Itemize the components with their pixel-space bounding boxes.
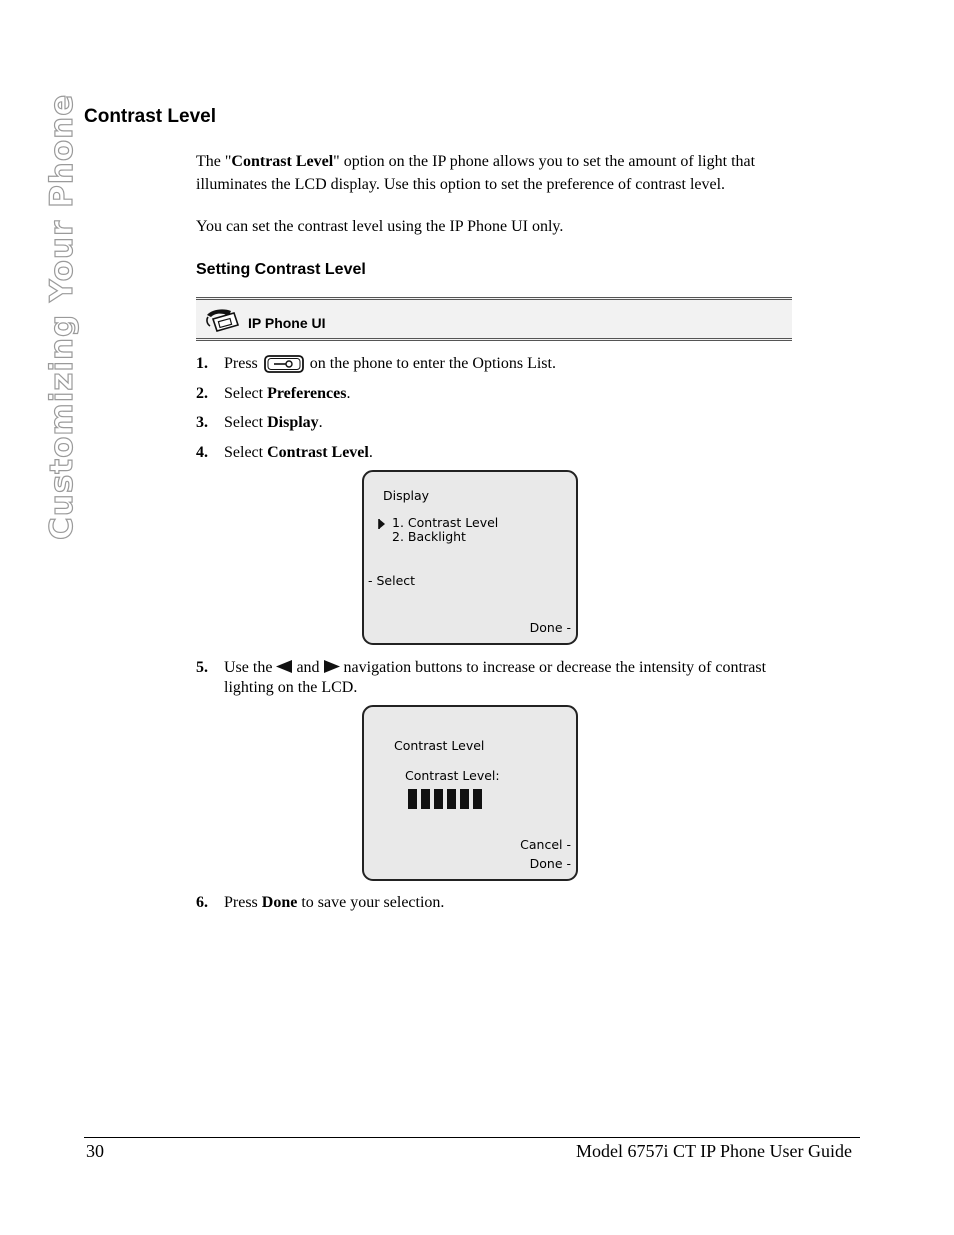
intro-bold: Contrast Level <box>231 153 334 170</box>
contrast-level-bar <box>434 789 443 809</box>
step-bold: Contrast Level <box>267 444 369 461</box>
step-number: 5. <box>196 659 208 676</box>
step-text <box>224 413 323 433</box>
step-number: 2. <box>196 385 208 402</box>
screen-title: Display <box>383 488 430 503</box>
step-bold: Display <box>267 414 319 431</box>
ip-phone-ui-banner <box>196 297 792 341</box>
lcd-screen-contrast-level <box>362 705 578 881</box>
step-number: 4. <box>196 444 208 461</box>
step-pre: Select <box>224 444 268 461</box>
contrast-level-bar <box>408 789 417 809</box>
step-post: . <box>346 385 351 402</box>
options-key-icon <box>264 355 304 373</box>
step-number: 3. <box>196 414 208 431</box>
softkey-done: Done - <box>529 856 571 871</box>
contrast-level-bar <box>421 789 430 809</box>
lcd-screen-display-menu <box>362 470 578 645</box>
contrast-level-label: Contrast Level: <box>405 768 500 783</box>
contrast-level-bar <box>473 789 482 809</box>
subsection-title: Setting Contrast Level <box>196 261 366 278</box>
softkey-select: - Select <box>368 573 416 588</box>
contrast-level-bar <box>460 789 469 809</box>
footer-rule <box>84 1137 860 1138</box>
step-bold: Preferences <box>267 385 347 402</box>
step-text <box>224 384 350 404</box>
selector-arrow-icon <box>378 518 386 530</box>
step-pre: Select <box>224 385 268 402</box>
intro-paragraph <box>196 150 806 196</box>
menu-item-backlight: 2. Backlight <box>392 529 466 544</box>
step-pre: Press <box>224 355 258 372</box>
contrast-level-bar <box>447 789 456 809</box>
step-post: to save your selection. <box>297 894 445 911</box>
ip-phone-ui-label: IP Phone UI <box>248 315 326 331</box>
guide-title: Model 6757i CT IP Phone User Guide <box>576 1141 852 1161</box>
step-text <box>224 354 556 374</box>
step-pre: Use the <box>224 659 273 676</box>
step-post: . <box>368 444 373 461</box>
step-number: 1. <box>196 355 208 372</box>
step-bold: Done <box>261 894 298 911</box>
step-pre: Select <box>224 414 268 431</box>
intro-post: " option on the IP phone allows you to set the amount of light that illuminates the LCD display. Use this option to set the preference of contrast level. <box>196 153 756 193</box>
phone-icon <box>204 308 240 332</box>
menu-item-contrast-level: 1. Contrast Level <box>392 515 499 530</box>
section-title: Contrast Level <box>84 106 216 127</box>
intro-pre: The " <box>196 153 232 170</box>
step-post: on the phone to enter the Options List. <box>309 355 556 372</box>
side-chapter-title: Customizing Your Phone <box>44 93 80 540</box>
step-post: . <box>318 414 323 431</box>
screen-title: Contrast Level <box>394 738 485 753</box>
softkey-cancel: Cancel - <box>520 837 571 852</box>
left-arrow-icon <box>276 660 292 673</box>
softkey-done: Done - <box>529 620 571 635</box>
step-mid: and <box>296 659 320 676</box>
step-number: 6. <box>196 894 208 911</box>
page-number: 30 <box>86 1141 104 1161</box>
step-pre: Press <box>224 894 262 911</box>
step-text <box>224 658 814 698</box>
contrast-level-bars <box>408 789 482 809</box>
step-text <box>224 443 373 463</box>
right-arrow-icon <box>324 660 340 673</box>
step-post: navigation buttons to increase or decrease the intensity of contrast lighting on the LCD. <box>224 659 767 696</box>
note-paragraph: You can set the contrast level using the IP Phone UI only. <box>196 218 564 235</box>
step-text <box>224 893 444 913</box>
